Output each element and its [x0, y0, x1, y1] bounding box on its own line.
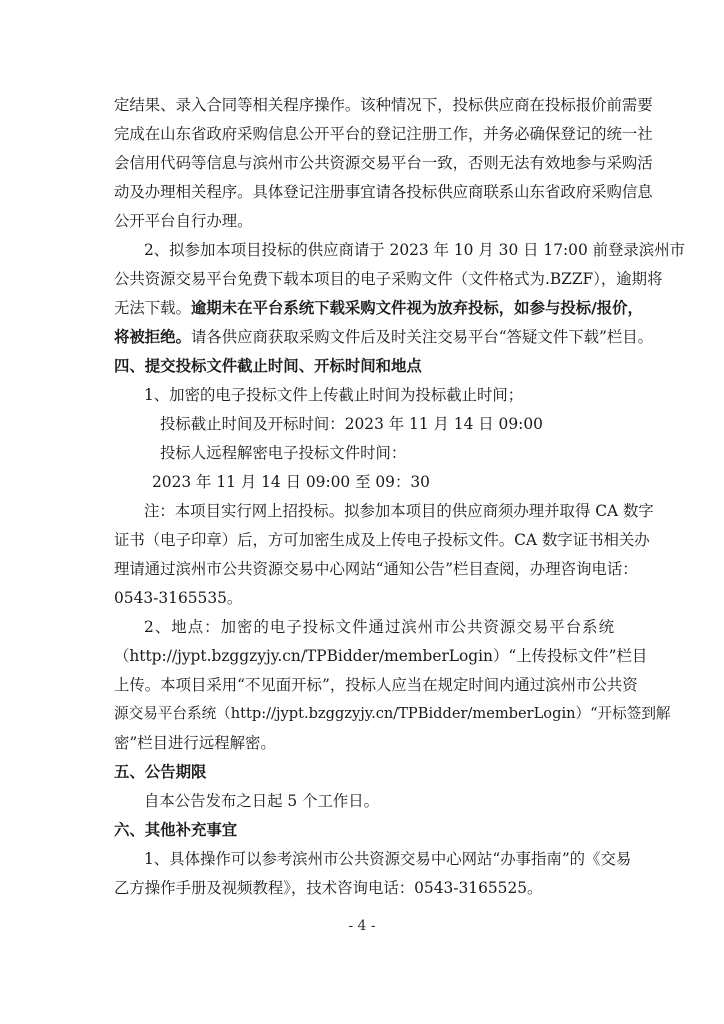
paragraph-line: 会信用代码等信息与滨州市公共资源交易平台一致，否则无法有效地参与采购活 — [114, 154, 653, 172]
paragraph-text: 无法下载。 — [114, 299, 191, 317]
announcement-period: 自本公告发布之日起 5 个工作日。 — [144, 792, 380, 810]
paragraph-line: 动及办理相关程序。具体登记注册事宜请各投标供应商联系山东省政府采购信息 — [114, 183, 653, 201]
location-line: 密”栏目进行远程解密。 — [114, 734, 276, 752]
paragraph-text: 请各供应商获取采购文件后及时关注交易平台“答疑文件下载”栏目。 — [190, 328, 654, 346]
paragraph-line — [114, 323, 654, 351]
paragraph-line: 2、拟参加本项目投标的供应商请于 2023 年 10 月 30 日 17:00 前登录滨州市 — [144, 241, 685, 259]
paragraph-line — [114, 294, 643, 322]
decrypt-time: 2023 年 11 月 14 日 09:00 至 09：30 — [152, 473, 430, 491]
location-line: （http://jypt.bzggzyjy.cn/TPBidder/memberLogin）“上传投标文件”栏目 — [114, 647, 648, 665]
note-line: 0543-3165535。 — [114, 589, 243, 607]
note-line: 证书（电子印章）后，方可加密生成及上传电子投标文件。CA 数字证书相关办 — [114, 531, 650, 549]
paragraph-line: 公共资源交易平台免费下载本项目的电子采购文件（文件格式为.BZZF），逾期将 — [114, 270, 663, 288]
note-line: 注：本项目实行网上招投标。拟参加本项目的供应商须办理并取得 CA 数字 — [144, 502, 654, 520]
deadline-text: 投标截止时间及开标时间：2023 年 11 月 14 日 09:00 — [160, 415, 543, 433]
list-item: 1、加密的电子投标文件上传截止时间为投标截止时间； — [144, 386, 524, 404]
section-heading: 四、提交投标文件截止时间、开标时间和地点 — [114, 357, 422, 375]
decrypt-label: 投标人远程解密电子投标文件时间： — [160, 444, 407, 462]
paragraph-line: 定结果、录入合同等相关程序操作。该种情况下，投标供应商在投标报价前需要 — [114, 96, 653, 114]
section-heading: 六、其他补充事宜 — [114, 821, 238, 839]
page-number: - 4 - — [348, 918, 376, 934]
supplement-line: 乙方操作手册及视频教程》，技术咨询电话：0543-3165525。 — [114, 879, 543, 897]
paragraph-line: 完成在山东省政府采购信息公开平台的登记注册工作，并务必确保登记的统一社 — [114, 125, 653, 143]
section-heading: 五、公告期限 — [114, 763, 207, 781]
paragraph-line: 公开平台自行办理。 — [114, 212, 253, 230]
location-line: 2、地点：加密的电子投标文件通过滨州市公共资源交易平台系统 — [144, 618, 614, 636]
location-line: 上传。本项目采用“不见面开标”，投标人应当在规定时间内通过滨州市公共资 — [114, 676, 638, 694]
location-line: 源交易平台系统（http://jypt.bzggzyjy.cn/TPBidder/memberLogin）“开标签到解 — [114, 705, 671, 722]
note-line: 理请通过滨州市公共资源交易中心网站“通知公告”栏目查阅，办理咨询电话： — [114, 560, 638, 578]
warning-text: 逾期未在平台系统下载采购文件视为放弃投标，如参与投标/报价， — [190, 299, 643, 317]
supplement-line: 1、具体操作可以参考滨州市公共资源交易中心网站“办事指南”的《交易 — [144, 850, 632, 868]
warning-text: 将被拒绝。 — [114, 328, 191, 346]
